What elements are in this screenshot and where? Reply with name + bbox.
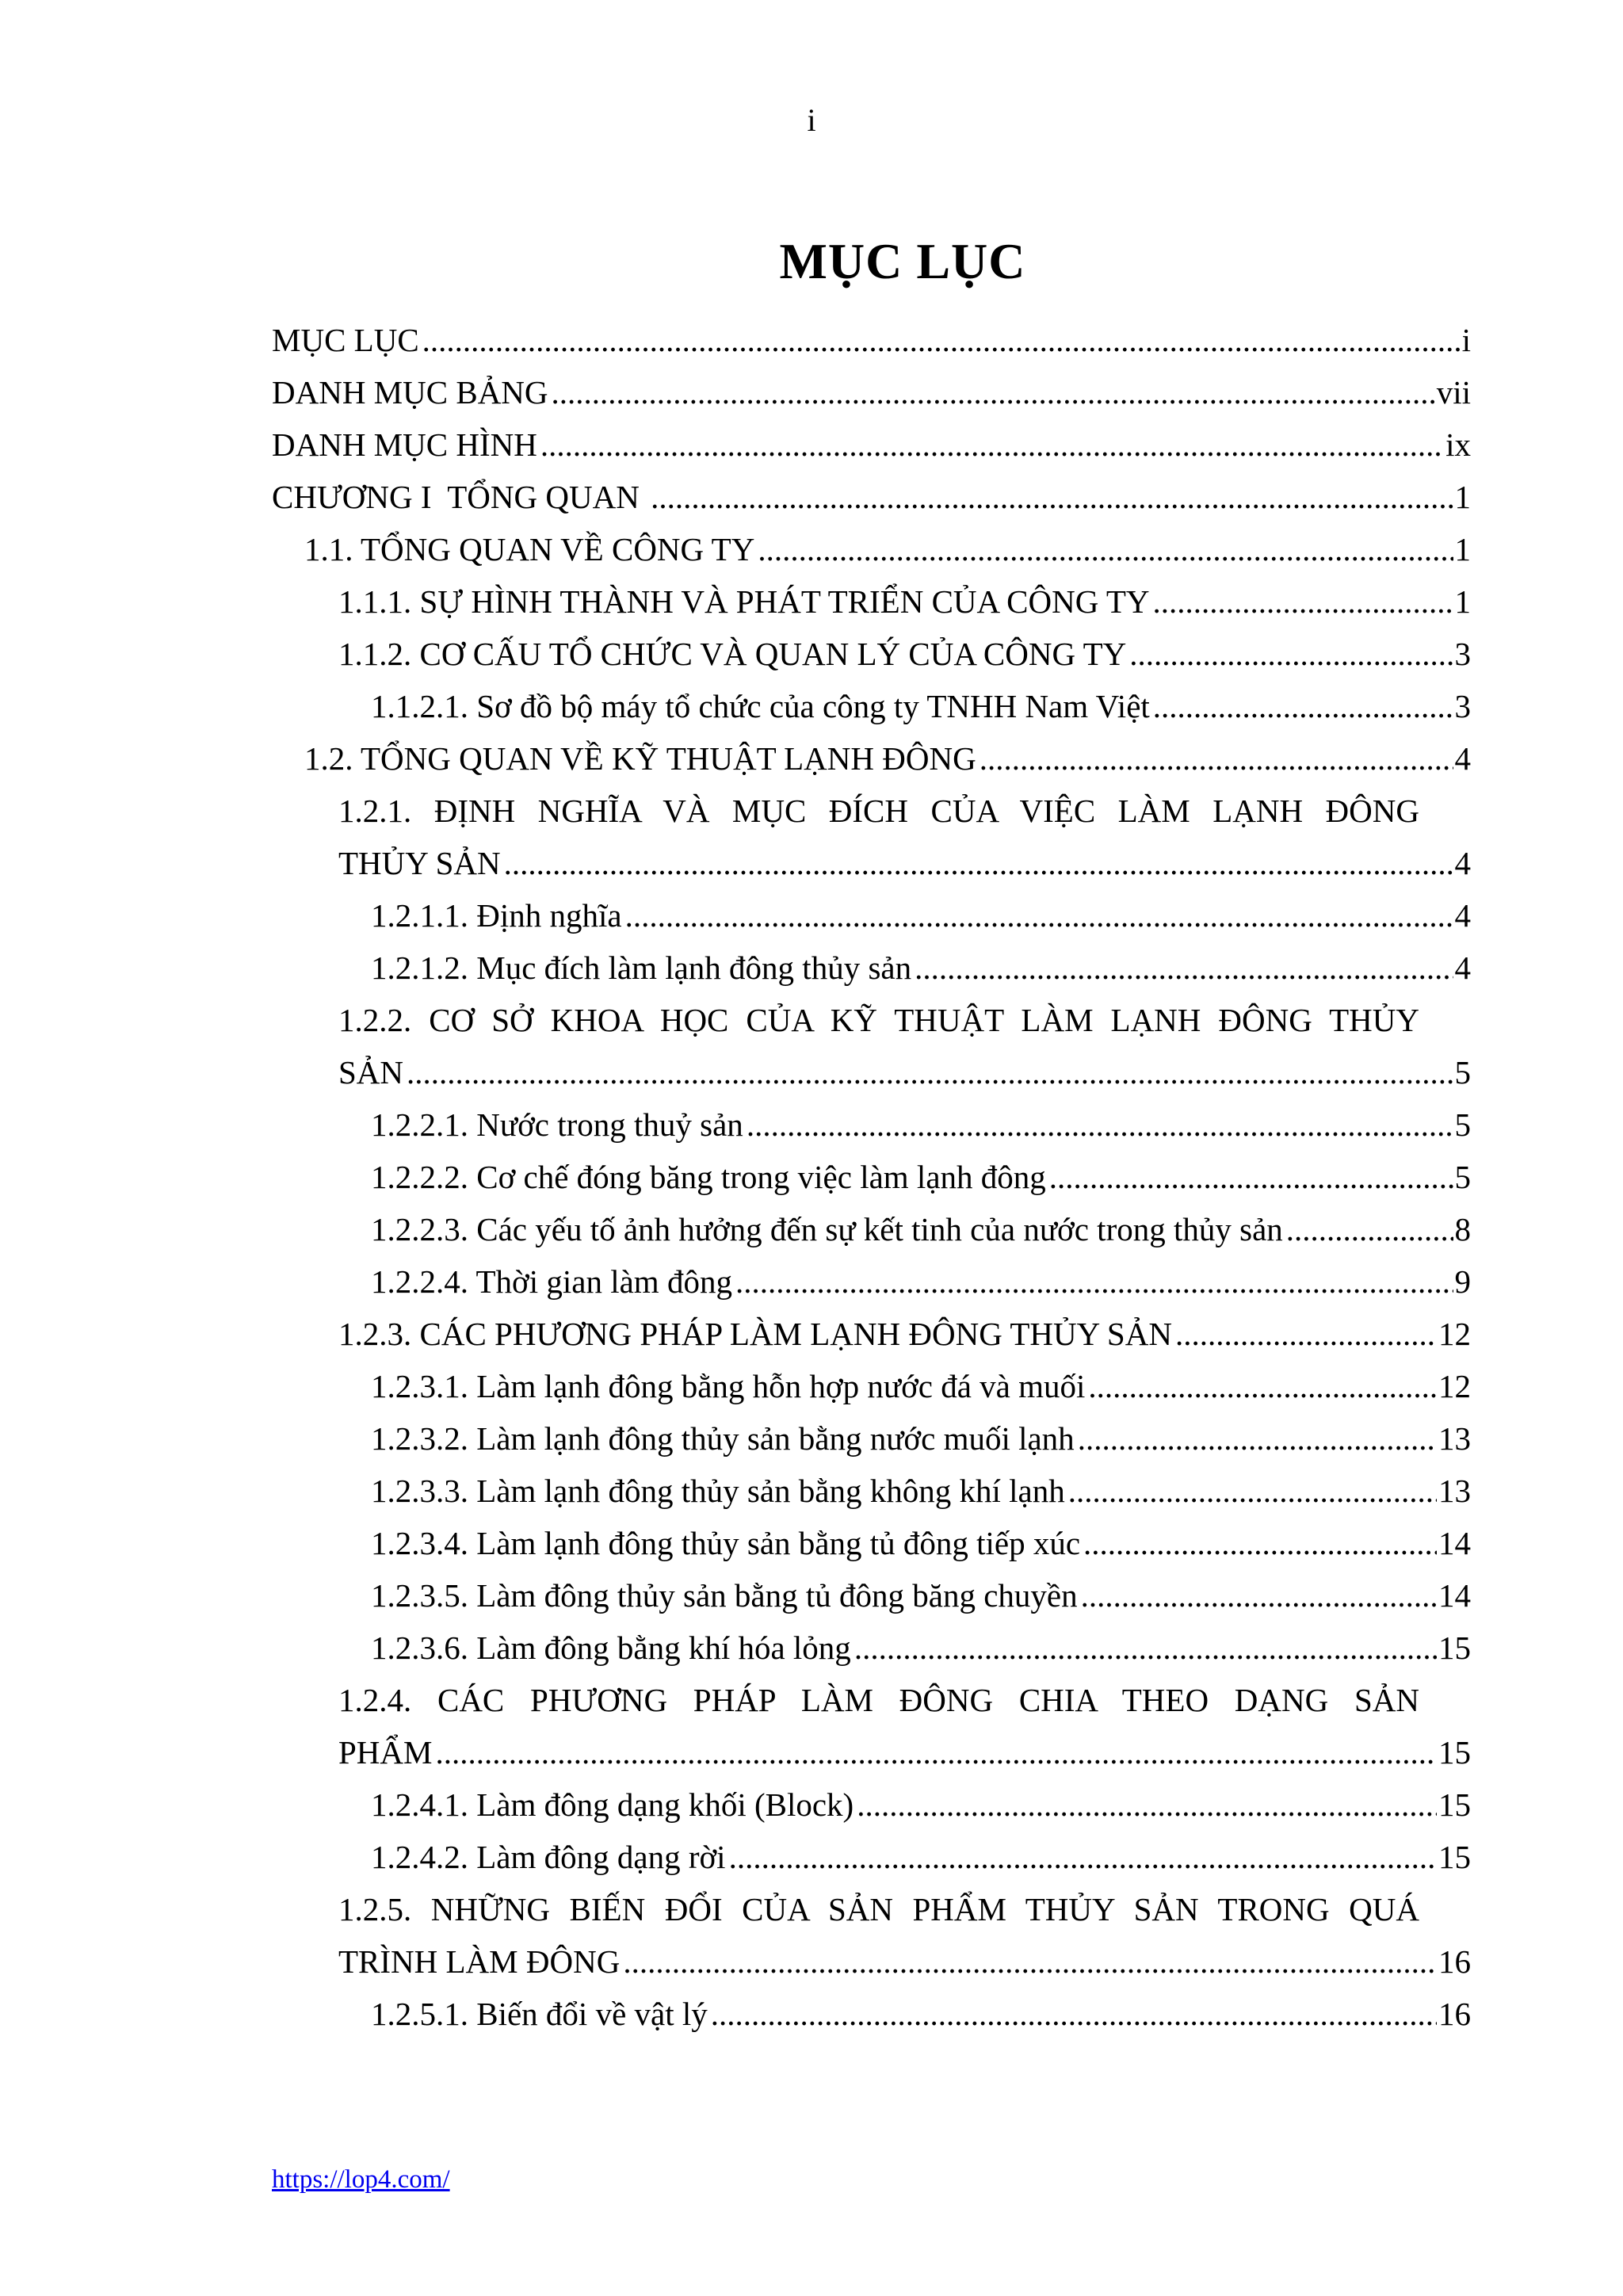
- toc-entry-1-2-3-6[interactable]: [371, 1622, 1471, 1674]
- toc-entry-page: 4: [1454, 845, 1471, 881]
- toc-entry-page: 13: [1438, 1420, 1471, 1457]
- toc-entry-1-2-5-1[interactable]: [371, 1988, 1471, 2040]
- toc-entry-chuong-1[interactable]: [272, 471, 1471, 523]
- toc-entry-page: 3: [1454, 688, 1471, 724]
- toc-entry-title: 1.1. TỔNG QUAN VỀ CÔNG TY: [304, 531, 755, 567]
- toc-entry-title: 1.2.4.1. Làm đông dạng khối (Block): [371, 1786, 854, 1823]
- toc-entry-title: 1.1.2.1. Sơ đồ bộ máy tổ chức của công ty TNHH Nam Việt: [371, 688, 1150, 724]
- toc-entry-title: THỦY SẢN: [338, 845, 501, 881]
- toc-entry-page: ix: [1445, 426, 1471, 463]
- toc-dot-leader: [911, 942, 1453, 994]
- toc-entry-page: 14: [1438, 1577, 1471, 1614]
- toc-entry-page: 15: [1438, 1786, 1471, 1823]
- toc-entry-page: i: [1461, 322, 1471, 358]
- toc-dot-leader: [1078, 1569, 1437, 1622]
- toc-entry-page: 4: [1454, 740, 1471, 777]
- toc-dot-leader: [620, 1935, 1437, 1988]
- toc-dot-leader: [1065, 1465, 1437, 1517]
- toc-entry-1-2-1-2[interactable]: [371, 942, 1471, 994]
- toc-entry-page: 8: [1454, 1211, 1471, 1247]
- toc-dot-leader: [403, 1046, 1453, 1098]
- toc-entry-title: 1.2. TỔNG QUAN VỀ KỸ THUẬT LẠNH ĐÔNG: [304, 740, 976, 777]
- toc-entry-title: 1.2.1.1. Định nghĩa: [371, 897, 622, 934]
- toc-entry-title: SẢN: [338, 1054, 404, 1091]
- toc-dot-leader: [708, 1988, 1437, 2040]
- toc-entry-page: 12: [1438, 1316, 1471, 1352]
- toc-entry-page: 9: [1454, 1263, 1471, 1300]
- toc-dot-leader: [1150, 680, 1453, 732]
- toc-entry-page: 14: [1438, 1525, 1471, 1561]
- toc-dot-leader: [1126, 628, 1453, 680]
- toc-dot-leader: [726, 1831, 1437, 1883]
- toc-entry-title: 1.2.3.4. Làm lạnh đông thủy sản bằng tủ đông tiếp xúc: [371, 1525, 1081, 1561]
- toc-entry-title: 1.1.2. CƠ CẤU TỔ CHỨC VÀ QUAN LÝ CỦA CÔNG TY: [338, 636, 1127, 672]
- toc-entry-1-2-3-1[interactable]: [371, 1360, 1471, 1412]
- toc-entry-1-2-4-2[interactable]: [371, 1831, 1471, 1883]
- toc-entry-title: CHƯƠNG I TỔNG QUAN: [272, 479, 648, 515]
- toc-entry-page: 3: [1454, 636, 1471, 672]
- toc-entry-1-2-1[interactable]: [338, 785, 1471, 889]
- toc-dot-leader: [1283, 1203, 1453, 1255]
- toc-entry-1-1[interactable]: [304, 523, 1471, 575]
- toc-entry-1-2-5[interactable]: [338, 1883, 1471, 1988]
- toc-entry-title: TRÌNH LÀM ĐÔNG: [338, 1943, 621, 1980]
- toc-entry-page: 1: [1454, 479, 1471, 515]
- toc-entry-page: 13: [1438, 1473, 1471, 1509]
- toc-entry-title-line1: 1.2.1. ĐỊNH NGHĨA VÀ MỤC ĐÍCH CỦA VIỆC LÀM LẠNH ĐÔNG: [338, 793, 1419, 829]
- toc-entry-muc-luc[interactable]: [272, 314, 1471, 366]
- toc-entry-1-2-3-4[interactable]: [371, 1517, 1471, 1569]
- toc-entry-page: 15: [1438, 1629, 1471, 1666]
- toc-entry-1-2-4[interactable]: [338, 1674, 1471, 1778]
- toc-dot-leader: [548, 366, 1435, 418]
- toc-entry-title: 1.2.3.5. Làm đông thủy sản bằng tủ đông băng chuyền: [371, 1577, 1078, 1614]
- footer-source-link[interactable]: https://lop4.com/: [272, 2165, 450, 2194]
- toc-dot-leader: [854, 1778, 1437, 1831]
- toc-entry-title: MỤC LỤC: [272, 322, 419, 358]
- toc-entry-1-2-2-2[interactable]: [371, 1151, 1471, 1203]
- toc-entry-page: vii: [1436, 374, 1471, 411]
- toc-entry-title-line1: 1.2.2. CƠ SỞ KHOA HỌC CỦA KỸ THUẬT LÀM LẠNH ĐÔNG THỦY: [338, 1002, 1419, 1038]
- toc-dot-leader: [732, 1255, 1453, 1308]
- toc-entry-title: 1.2.3.2. Làm lạnh đông thủy sản bằng nước muối lạnh: [371, 1420, 1075, 1457]
- toc-entry-title: DANH MỤC BẢNG: [272, 374, 548, 411]
- toc-dot-leader: [1080, 1517, 1437, 1569]
- toc-entry-1-2-2-1[interactable]: [371, 1098, 1471, 1151]
- toc-dot-leader: [501, 837, 1453, 889]
- toc-entry-title: DANH MỤC HÌNH: [272, 426, 537, 463]
- toc-entry-page: 15: [1438, 1839, 1471, 1875]
- toc-dot-leader: [419, 314, 1461, 366]
- toc-entry-page: 12: [1438, 1368, 1471, 1404]
- toc-entry-title: 1.2.2.2. Cơ chế đóng băng trong việc làm lạnh đông: [371, 1159, 1046, 1195]
- toc-entry-page: 1: [1454, 531, 1471, 567]
- toc-entry-1-2-1-1[interactable]: [371, 889, 1471, 942]
- toc-entry-1-2-2-3[interactable]: [371, 1203, 1471, 1255]
- toc-entry-page: 15: [1438, 1734, 1471, 1771]
- toc-entry-1-2-3-2[interactable]: [371, 1412, 1471, 1465]
- toc-entry-title: 1.2.2.4. Thời gian làm đông: [371, 1263, 732, 1300]
- toc-entry-title: 1.2.2.1. Nước trong thuỷ sản: [371, 1106, 743, 1143]
- toc-heading: MỤC LỤC: [779, 233, 1026, 289]
- toc-entry-page: 16: [1438, 1943, 1471, 1980]
- toc-entry-1-1-1[interactable]: [338, 575, 1471, 628]
- toc-dot-leader: [1085, 1360, 1437, 1412]
- toc-entry-title: 1.2.2.3. Các yếu tố ảnh hưởng đến sự kết tinh của nước trong thủy sản: [371, 1211, 1283, 1247]
- toc-entry-page: 4: [1454, 949, 1471, 986]
- toc-entry-1-2[interactable]: [304, 732, 1471, 785]
- toc-entry-title: 1.2.3.1. Làm lạnh đông bằng hỗn hợp nước đá và muối: [371, 1368, 1086, 1404]
- toc-entry-title: 1.2.4.2. Làm đông dạng rời: [371, 1839, 726, 1875]
- toc-entry-title-line1: 1.2.4. CÁC PHƯƠNG PHÁP LÀM ĐÔNG CHIA THEO DẠNG SẢN: [338, 1682, 1419, 1718]
- toc-entry-title: 1.2.3.3. Làm lạnh đông thủy sản bằng không khí lạnh: [371, 1473, 1065, 1509]
- toc-entry-title-line1: 1.2.5. NHỮNG BIẾN ĐỔI CỦA SẢN PHẨM THỦY SẢN TRONG QUÁ: [338, 1891, 1419, 1927]
- toc-entry-1-1-2[interactable]: [338, 628, 1471, 680]
- toc-entry-1-2-2[interactable]: [338, 994, 1471, 1098]
- toc-dot-leader: [1075, 1412, 1437, 1465]
- toc-entry-1-1-2-1[interactable]: [371, 680, 1471, 732]
- toc-entry-page: 5: [1454, 1054, 1471, 1091]
- toc-entry-title: PHẨM: [338, 1734, 433, 1771]
- toc-dot-leader: [1172, 1308, 1437, 1360]
- toc-entry-title: 1.2.5.1. Biến đổi về vật lý: [371, 1996, 708, 2032]
- toc-dot-leader: [976, 732, 1453, 785]
- toc-entry-1-2-3-5[interactable]: [371, 1569, 1471, 1622]
- toc-dot-leader: [537, 418, 1444, 471]
- toc-entry-page: 1: [1454, 583, 1471, 620]
- toc-entry-page: 5: [1454, 1159, 1471, 1195]
- toc-entry-1-2-3[interactable]: [338, 1308, 1471, 1360]
- toc-dot-leader: [851, 1622, 1437, 1674]
- toc-entry-title: 1.2.3.6. Làm đông bằng khí hóa lỏng: [371, 1629, 851, 1666]
- toc-dot-leader: [622, 889, 1453, 942]
- toc-dot-leader: [1046, 1151, 1453, 1203]
- toc-entry-1-2-2-4[interactable]: [371, 1255, 1471, 1308]
- toc-entry-title: 1.2.1.2. Mục đích làm lạnh đông thủy sản: [371, 949, 912, 986]
- toc-entry-1-2-4-1[interactable]: [371, 1778, 1471, 1831]
- toc-entry-danh-muc-hinh[interactable]: [272, 418, 1471, 471]
- toc-dot-leader: [1149, 575, 1453, 628]
- toc-entry-title: 1.2.3. CÁC PHƯƠNG PHÁP LÀM LẠNH ĐÔNG THỦY SẢN: [338, 1316, 1172, 1352]
- toc-entry-title: 1.1.1. SỰ HÌNH THÀNH VÀ PHÁT TRIỂN CỦA CÔNG TY: [338, 583, 1150, 620]
- toc-dot-leader: [647, 471, 1453, 523]
- toc-entry-page: 16: [1438, 1996, 1471, 2032]
- toc-dot-leader: [754, 523, 1453, 575]
- toc-dot-leader: [432, 1726, 1437, 1778]
- toc-dot-leader: [743, 1098, 1453, 1151]
- toc-entry-1-2-3-3[interactable]: [371, 1465, 1471, 1517]
- toc-entry-page: 4: [1454, 897, 1471, 934]
- toc-entry-page: 5: [1454, 1106, 1471, 1143]
- page-number: i: [807, 102, 816, 138]
- toc-entry-danh-muc-bang[interactable]: [272, 366, 1471, 418]
